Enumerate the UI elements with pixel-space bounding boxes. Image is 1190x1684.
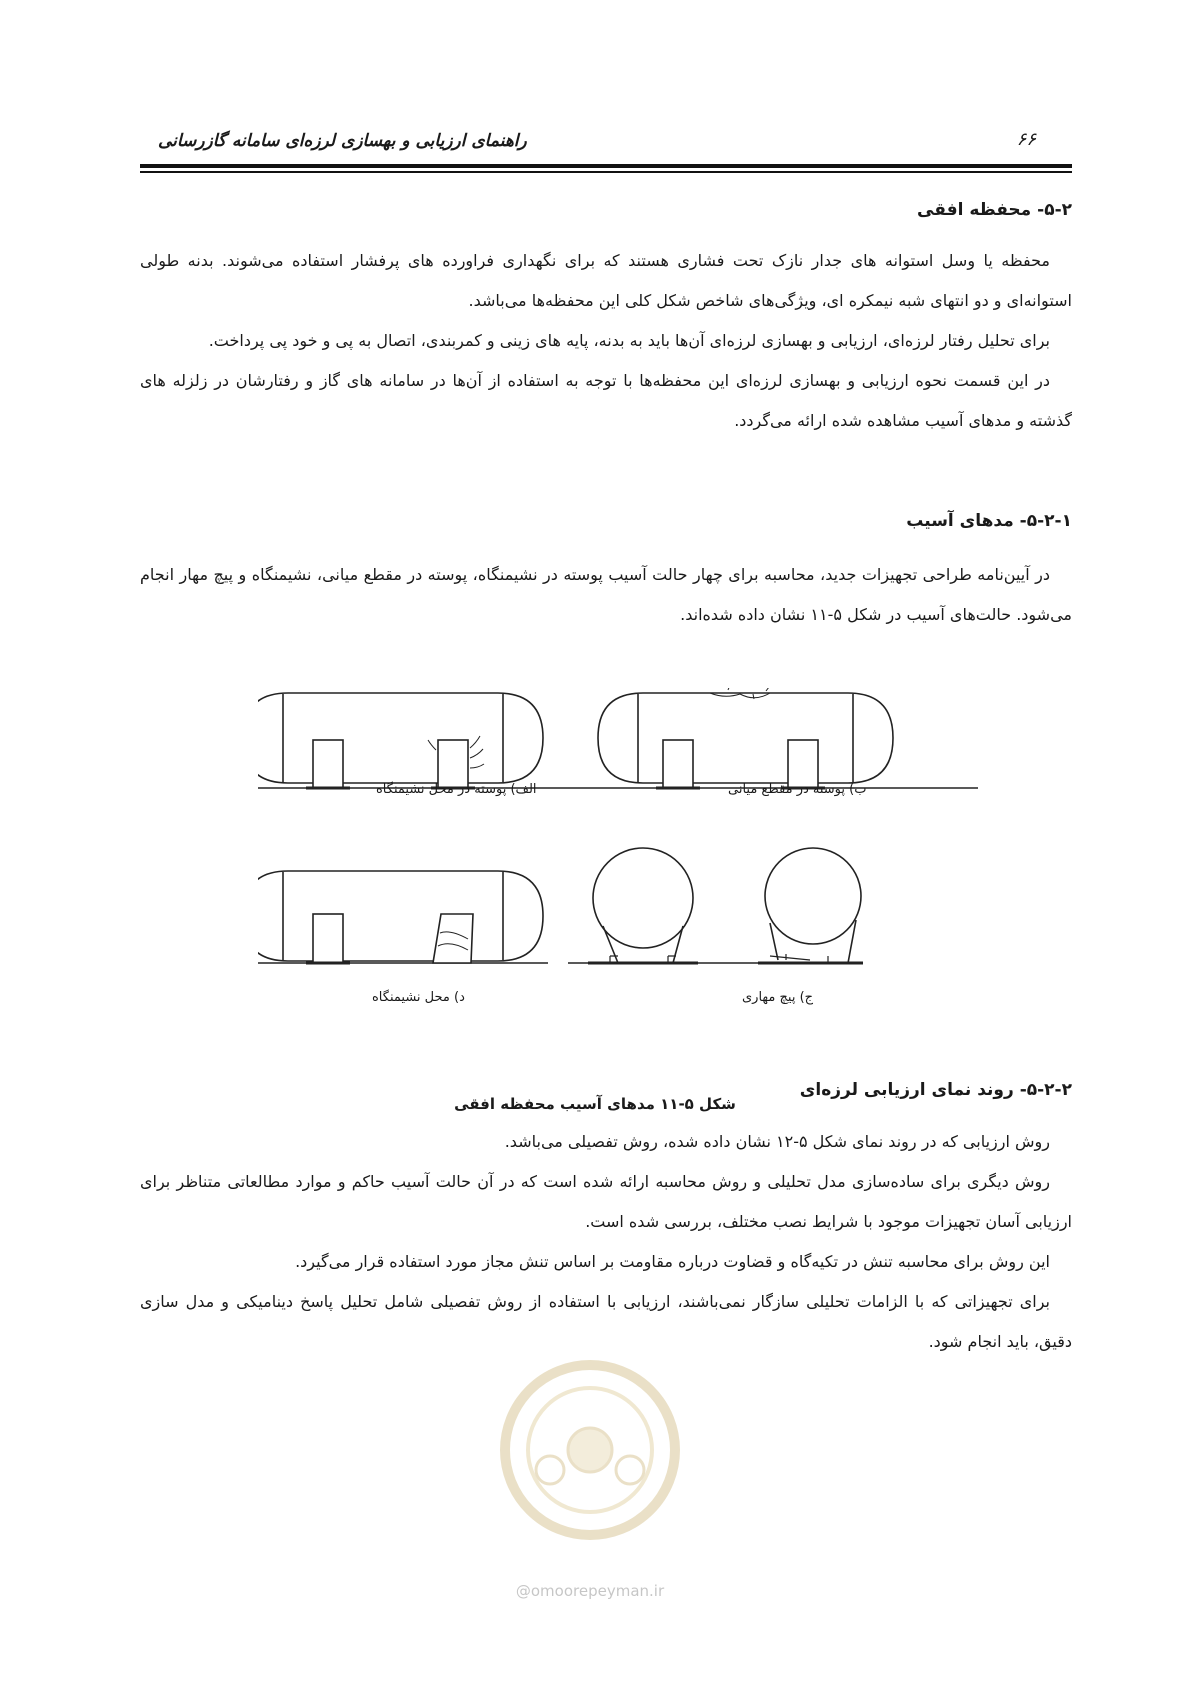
subsection-heading: ۵-۲-۱- مدهای آسیب bbox=[906, 511, 1072, 531]
paragraph: در این قسمت نحوه ارزیابی و بهسازی لرزه‌ای این محفظه‌ها با توجه به استفاده از آن‌ها در سامانه های گاز و رفتارشان در زلزله های گذشته و مدهای آسیب مشاهده شده ارائه می‌گردد. bbox=[140, 371, 1072, 430]
paragraph: برای تحلیل رفتار لرزه‌ای، ارزیابی و بهسازی لرزه‌ای آن‌ها باید به بدنه، پایه های زینی و کمربندی، اتصال به پی و خود پی پرداخت. bbox=[208, 331, 1050, 350]
paragraph: در آیین‌نامه طراحی تجهیزات جدید، محاسبه برای چهار حالت آسیب پوسته در نشیمنگاه، پوسته در مقطع میانی، نشیمنگاه و پیچ مهار انجام می‌شود. حالت‌های آسیب در شکل ۵-۱۱ نشان داده شده‌اند. bbox=[140, 565, 1072, 624]
subsection-body bbox=[140, 555, 1072, 635]
vessel-d-drawing bbox=[258, 871, 543, 963]
paragraph: محفظه یا وسل استوانه های جدار نازک تحت فشاری هستند که برای نگهداری فراورده های پرفشار استفاده می‌شوند. بدنه طولی استوانه‌ای و دو انتهای شبه نیمکره ای، ویژگی‌های شاخص شکل کلی این محفظه‌ها می‌باشد. bbox=[140, 251, 1072, 310]
vessel-c-drawing bbox=[588, 848, 863, 963]
paragraph: روش ارزیابی که در روند نمای شکل ۵-۱۲ نشان داده شده، روش تفصیلی می‌باشد. bbox=[504, 1132, 1050, 1151]
paragraph: این روش برای محاسبه تنش در تکیه‌گاه و قضاوت درباره مقاومت بر اساس تنش مجاز مورد استفاده قرار می‌گیرد. bbox=[295, 1252, 1050, 1271]
header-rule-thick bbox=[140, 164, 1072, 168]
figure-caption: شکل ۵-۱۱ مدهای آسیب محفظه افقی bbox=[454, 1095, 736, 1113]
subsection-heading: ۵-۲-۲- روند نمای ارزیابی لرزه‌ای bbox=[799, 1080, 1072, 1100]
caption-c: ج) پیچ مهاری bbox=[742, 990, 814, 1005]
section-block bbox=[140, 200, 1072, 220]
watermark-text: @omoorepeyman.ir bbox=[515, 1582, 665, 1600]
damage-modes-figure bbox=[258, 688, 978, 1018]
section-heading: ۵-۲- محفظه افقی bbox=[917, 200, 1072, 220]
watermark-seal bbox=[480, 1330, 700, 1600]
subsection-heading-block bbox=[140, 511, 1072, 531]
section-body bbox=[140, 241, 1072, 441]
header-rule-thin bbox=[140, 171, 1072, 173]
header-title: راهنمای ارزیابی و بهسازی لرزه‌ای سامانه گازرسانی bbox=[158, 131, 527, 151]
caption-b: ب) پوسته در مقطع میانی bbox=[728, 782, 867, 797]
page-number: ۶۶ bbox=[1016, 129, 1036, 150]
subsection2-heading-block bbox=[140, 1080, 1072, 1100]
seal-emblem-icon bbox=[480, 1330, 700, 1570]
subsection2-body bbox=[140, 1122, 1072, 1362]
vessel-a-drawing bbox=[258, 693, 543, 788]
vessel-b-drawing bbox=[598, 688, 893, 788]
caption-a: الف) پوسته در محل نشیمنگاه bbox=[376, 782, 537, 797]
paragraph: روش دیگری برای ساده‌سازی مدل تحلیلی و روش محاسبه ارائه شده است که در آن حالت آسیب حاکم و موارد مطالعاتی متناظر برای ارزیابی آسان تجهیزات موجود با شرایط نصب مختلف، بررسی شده است. bbox=[140, 1172, 1072, 1231]
caption-d: د) محل نشیمنگاه bbox=[372, 990, 465, 1005]
paragraph: برای تجهیزاتی که با الزامات تحلیلی سازگار نمی‌باشند، ارزیابی با استفاده از روش تفصیلی شامل تحلیل پاسخ دینامیکی و مدل سازی دقیق، باید انجام شود. bbox=[140, 1292, 1072, 1351]
